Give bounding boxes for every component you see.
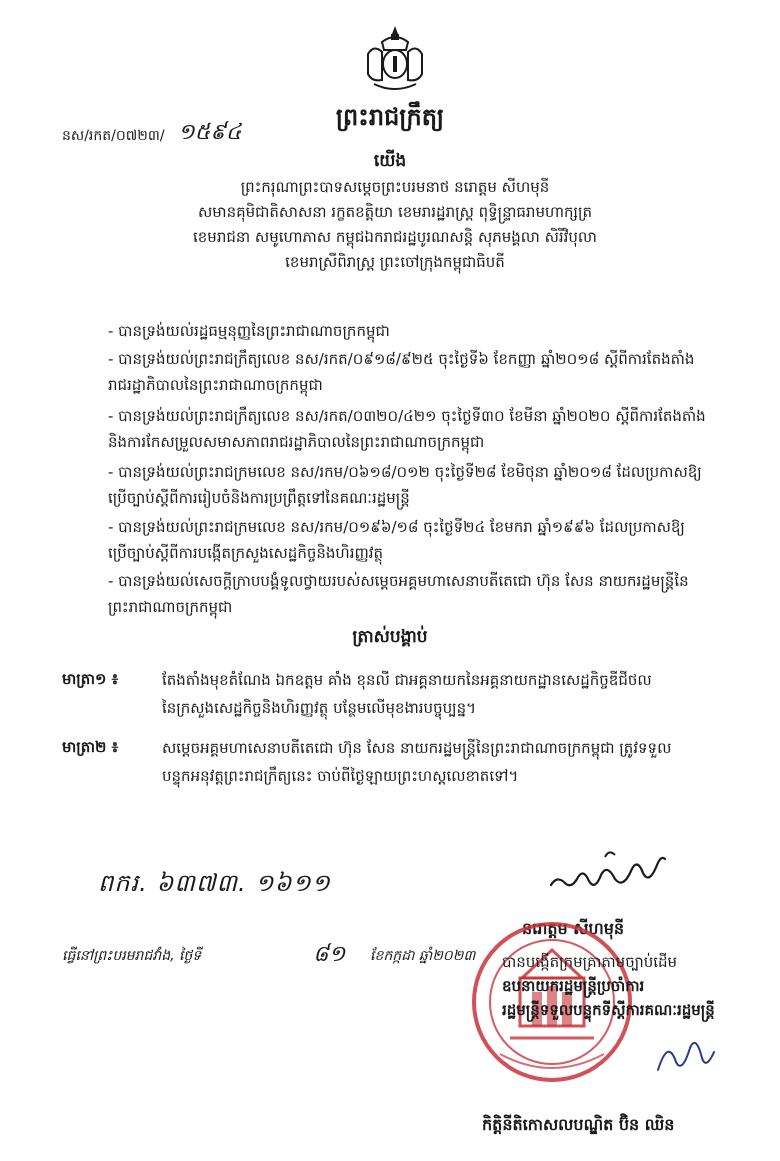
- title-line-4: ខេមរាស្រីពិរាស្ត្រ ព្រះចៅក្រុងកម្ពុជាធិបតី: [285, 253, 505, 271]
- title-line-3: ខេមរាជនា សមូហោភាស កម្ពុជឯករាជរដ្ឋបូរណសន្តិ សុភមង្គលា សិរីវិបុលា: [193, 228, 597, 246]
- document-number: នស/រកត/០៧២៣/: [62, 128, 165, 144]
- countersign-line: បានបង្កើតក្រមគ្រាតាមច្បាប់ដើម: [502, 953, 678, 971]
- article-2-line: បន្ទុកអនុវត្តព្រះរាជក្រឹត្យនេះ ចាប់ពីថ្ងៃឡាយព្រះហស្តលេខាតទៅ។: [162, 767, 519, 785]
- visa-line: - បានទ្រង់យល់ព្រះរាជក្រមលេខ នស/រកម/០៦១៨/០១២ ចុះថ្ងៃទី២៨ ខែមិថុនា ឆ្នាំ២០១៨ ដែលប្រកាសឱ្យ: [108, 463, 702, 481]
- visa-line: - បានទ្រង់យល់សេចក្តីក្រាបបង្គំទូលថ្វាយរបស់សម្តេចអគ្គមហាសេនាបតីតេជោ ហ៊ុន សែន នាយករដ្ឋមន្ត្រីនៃ: [108, 572, 689, 590]
- document-number-handwritten: ១៥៩៤: [178, 120, 242, 145]
- king-signature: [545, 845, 675, 900]
- countersigner-signature: [650, 1030, 720, 1080]
- signer-name: នរោត្តម សីហមុនី: [522, 919, 625, 938]
- visa-line: - បានទ្រង់យល់ព្រះរាជក្រមលេខ នស/រកម/០១៩៦/១៨ ចុះថ្ងៃទី២៤ ខែមករា ឆ្នាំ១៩៩៦ ដែលប្រកាសឱ្យ: [108, 518, 685, 536]
- title-line-2: សមានគុមិជាតិសាសនា រក្ខតខត្តិយា ខេមរារដ្ឋរាស្ត្រ ពុទ្ធិន្ទ្រាធរាមហាក្សត្រ: [198, 203, 592, 221]
- place-date-day: ៨១: [313, 942, 346, 967]
- decides-heading: ត្រាស់បង្គាប់: [352, 627, 428, 647]
- handwritten-date: ពករ. ៦៣៧៣. ១៦១១: [98, 869, 331, 897]
- place-date-suffix: ខែកក្កដា ឆ្នាំ២០២៣: [370, 948, 476, 964]
- document-title: ព្រះរាជក្រឹត្យ: [335, 103, 445, 131]
- visa-line: - បានទ្រង់យល់ព្រះរាជក្រឹត្យលេខ នស/រកត/០៣២០/៤២១ ចុះថ្ងៃទី៣០ ខែមីនា ឆ្នាំ២០២០ ស្តីពីការតែងតាំង: [108, 407, 706, 425]
- visa-line: ប្រើច្បាប់ស្តីពីការបង្កើតក្រសួងសេដ្ឋកិច្ចនិងហិរញ្ញវត្ថុ: [108, 544, 384, 562]
- countersign-line: ឧបនាយករដ្ឋមន្ត្រីប្រចាំការ: [502, 977, 645, 995]
- countersigner-name: កិត្តិនីតិកោសលបណ្ឌិត ប៊ិន ឈិន: [482, 1115, 675, 1134]
- article-1-line: នៃក្រសួងសេដ្ឋកិច្ចនិងហិរញ្ញវត្ថុ បន្ថែមលើមុខងារបច្ចុប្បន្ន។: [162, 699, 476, 717]
- place-date-prefix: ធ្វើនៅព្រះបរមរាជវាំង, ថ្ងៃទី: [62, 948, 202, 964]
- article-1-line: តែងតាំងមុខតំណែង ឯកឧត្តម គាំង ខុនលី ជាអគ្គនាយកនៃអគ្គនាយកដ្ឋានសេដ្ឋកិច្ចឌីជីថល: [162, 671, 652, 689]
- article-2-line: សម្តេចអគ្គមហាសេនាបតីតេជោ ហ៊ុន សែន នាយករដ្ឋមន្ត្រីនៃព្រះរាជាណាចក្រកម្ពុជា ត្រូវទទួល: [162, 739, 672, 757]
- visa-line: - បានទ្រង់យល់ព្រះរាជក្រឹត្យលេខ នស/រកត/០៩១៨/៩២៥ ចុះថ្ងៃទី៦ ខែកញ្ញា ឆ្នាំ២០១៨ ស្តីពីការតែងតាំង: [108, 350, 695, 368]
- visa-line: - បានទ្រង់យល់រដ្ឋធម្មនុញ្ញនៃព្រះរាជាណាចក្រកម្ពុជា: [108, 322, 390, 340]
- countersign-line: រដ្ឋមន្ត្រីទទួលបន្ទុកទីស្តីការគណៈរដ្ឋមន្ត្រី: [502, 1001, 715, 1019]
- visa-line: រាជរដ្ឋាភិបាលនៃព្រះរាជាណាចក្រកម្ពុជា: [108, 376, 323, 394]
- title-line-1: ព្រះករុណាព្រះបាទសម្តេចព្រះបរមនាថ នរោត្តម សីហមុនី: [240, 178, 550, 196]
- article-2-label: មាត្រា២ ៖: [62, 738, 119, 756]
- visa-line: និងការកែសម្រួលសមាសភាពរាជរដ្ឋាភិបាលនៃព្រះរាជាណាចក្រកម្ពុជា: [108, 433, 485, 451]
- royal-emblem-icon: [360, 24, 430, 94]
- article-1-label: មាត្រា១ ៖: [62, 670, 119, 688]
- visa-line: ប្រើច្បាប់ស្តីពីការរៀបចំនិងការប្រព្រឹត្តទៅនៃគណៈរដ្ឋមន្ត្រី: [108, 489, 410, 507]
- we-heading: យើង: [373, 151, 407, 171]
- visa-line: ព្រះរាជាណាចក្រកម្ពុជា: [108, 598, 233, 616]
